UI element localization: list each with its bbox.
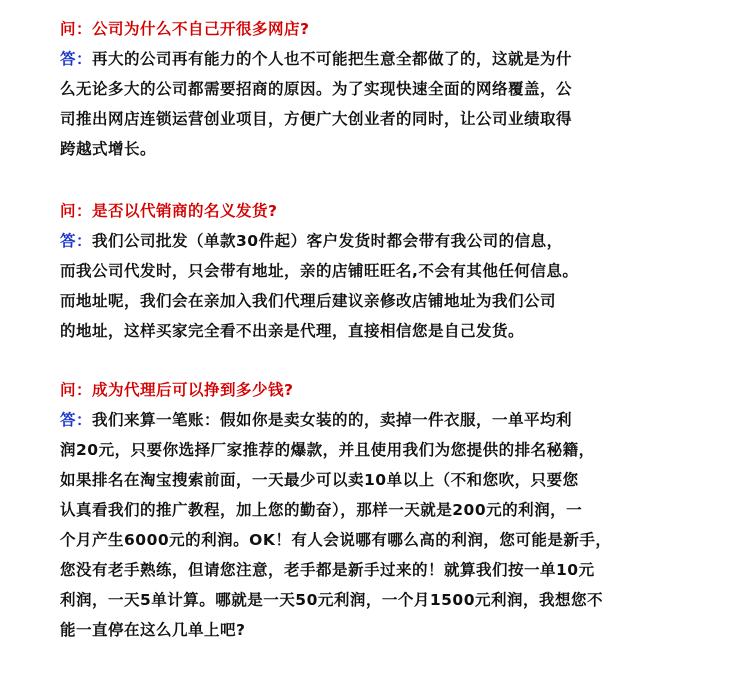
answer-label: 答：: [60, 232, 93, 250]
answer-label: 答：: [60, 50, 93, 68]
answer-text: 认真看我们的推广教程，加上您的勤奋），那样一天就是200元的利润，一: [60, 501, 583, 519]
answer-text: 跨越式增长。: [60, 140, 157, 158]
question-label: 问：: [60, 381, 93, 399]
answer-text: 的地址，这样买家完全看不出亲是代理，直接相信您是自己发货。: [60, 322, 525, 340]
answer-line: [60, 226, 734, 256]
question-line: [60, 196, 734, 226]
answer-text: 个月产生6000元的利润。OK！有人会说哪有哪么高的利润，您可能是新手，: [60, 531, 612, 549]
question-text: 是否以代销商的名义发货?: [92, 202, 278, 220]
question-label: 问：: [60, 202, 93, 220]
question-line: [60, 375, 734, 405]
answer-text: 润20元，只要你选择厂家推荐的爆款，并且使用我们为您提供的排名秘籍，: [60, 441, 595, 459]
faq-item-own-stores: [60, 14, 734, 164]
answer-text: 么无论多大的公司都需要招商的原因。为了实现快速全面的网络覆盖，公: [60, 80, 573, 98]
answer-text: 而我公司代发时，只会带有地址，亲的店铺旺旺名,不会有其他任何信息。: [60, 262, 579, 280]
answer-line: [60, 44, 734, 74]
question-text: 公司为什么不自己开很多网店?: [92, 20, 310, 38]
faq-item-shipping-name: [60, 196, 734, 346]
answer-text: 我们公司批发（单款30件起）客户发货时都会带有我公司的信息，: [92, 232, 563, 250]
answer-text: 能一直停在这么几单上吧?: [60, 621, 246, 639]
question-line: [60, 14, 734, 44]
question-label: 问：: [60, 20, 93, 38]
answer-text: 我们来算一笔账：假如你是卖女装的的，卖掉一件衣服，一单平均利: [92, 411, 573, 429]
answer-text: 再大的公司再有能力的个人也不可能把生意全都做了的，这就是为什: [92, 50, 573, 68]
answer-text: 如果排名在淘宝搜索前面，一天最少可以卖10单以上（不和您吹，只要您: [60, 471, 579, 489]
answer-text: 您没有老手熟练，但请您注意，老手都是新手过来的！就算我们按一单10元: [60, 561, 595, 579]
answer-text: 利润，一天5单计算。哪就是一天50元利润，一个月1500元利润，我想您不: [60, 591, 603, 609]
answer-text: 而地址呢，我们会在亲加入我们代理后建议亲修改店铺地址为我们公司: [60, 292, 557, 310]
answer-label: 答：: [60, 411, 93, 429]
answer-text: 司推出网店连锁运营创业项目，方便广大创业者的同时，让公司业绩取得: [60, 110, 573, 128]
answer-line: [60, 405, 734, 435]
faq-item-earnings: [60, 375, 734, 645]
question-text: 成为代理后可以挣到多少钱?: [92, 381, 294, 399]
